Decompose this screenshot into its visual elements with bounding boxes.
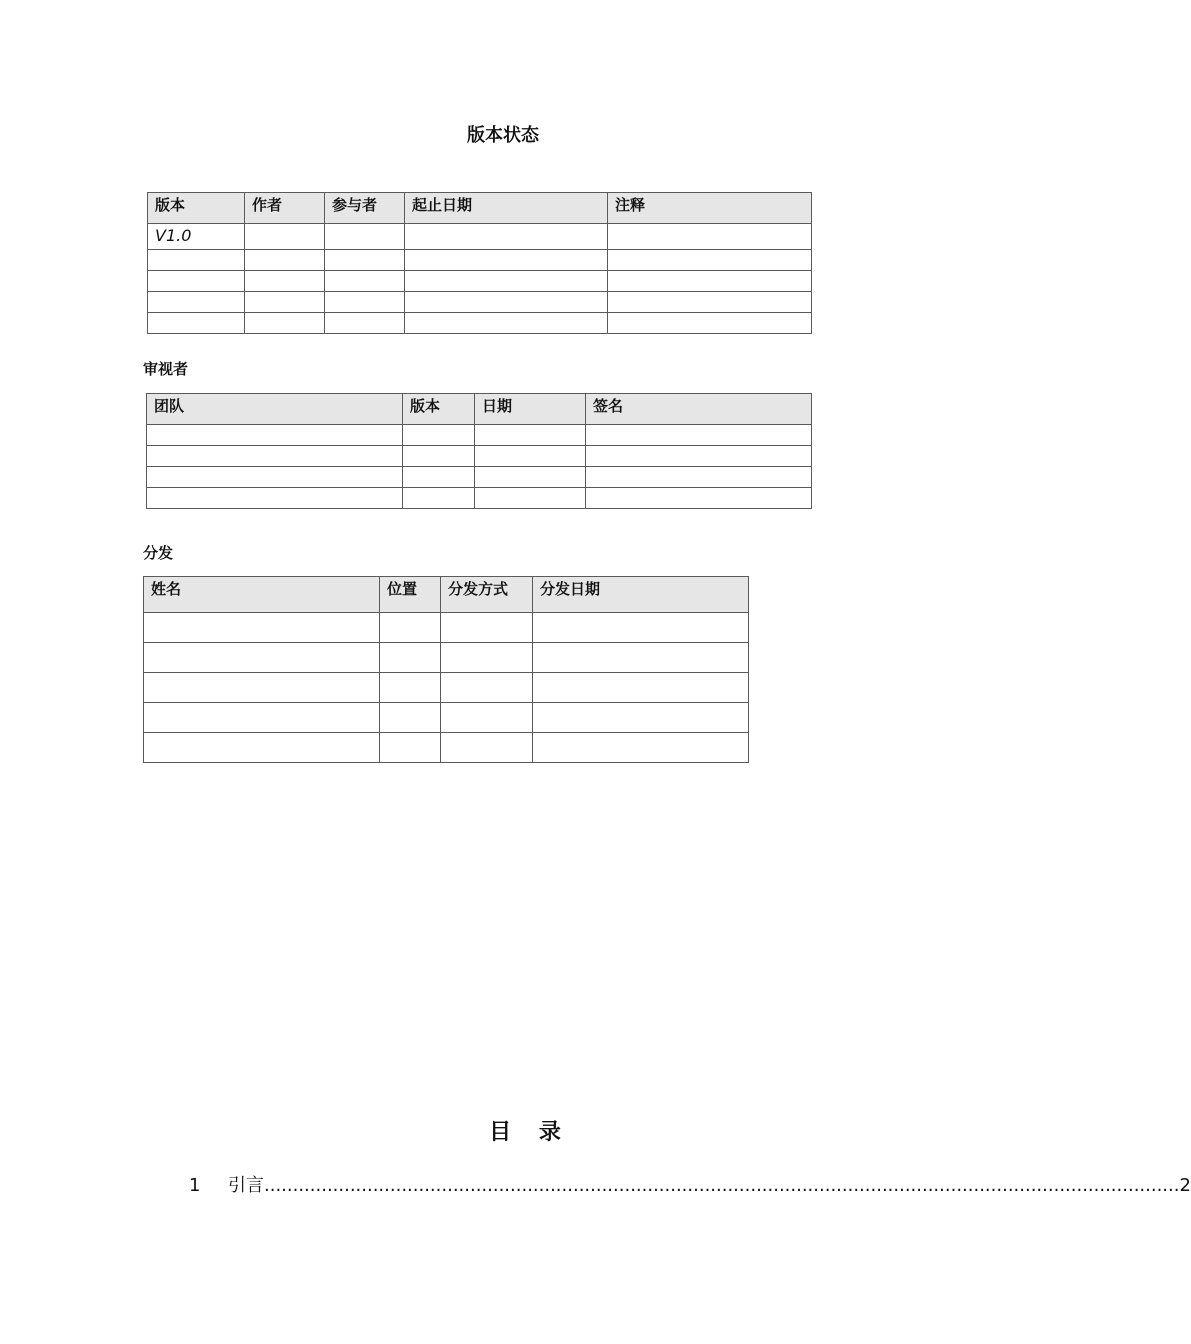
table-cell [245, 224, 325, 250]
table-cell [403, 446, 475, 467]
table-cell [405, 313, 608, 334]
table-cell [380, 733, 441, 763]
table-cell [245, 313, 325, 334]
table-cell [475, 425, 586, 446]
column-header-distribution-method: 分发方式 [441, 577, 533, 613]
table-cell [325, 271, 405, 292]
column-header-distribution-date: 分发日期 [533, 577, 749, 613]
table-header-row [147, 394, 812, 425]
table-cell [475, 488, 586, 509]
table-cell [608, 292, 812, 313]
table-cell [147, 425, 403, 446]
table-cell [441, 703, 533, 733]
toc-title: 目 录 [489, 1120, 571, 1145]
table-cell [405, 224, 608, 250]
table-cell [586, 467, 812, 488]
distribution-section-label: 分发 [143, 544, 174, 562]
distribution-table [143, 576, 749, 763]
table-cell [608, 250, 812, 271]
table-cell [325, 313, 405, 334]
table-cell [533, 673, 749, 703]
table-cell [380, 703, 441, 733]
table-row [148, 313, 812, 334]
reviewers-table [146, 393, 812, 509]
table-cell [148, 271, 245, 292]
table-cell [147, 467, 403, 488]
table-cell [441, 733, 533, 763]
table-cell [405, 271, 608, 292]
toc-entry-text: 引言 [228, 1175, 264, 1196]
table-row [148, 224, 812, 250]
table-row [147, 446, 812, 467]
toc-entry-number: 1 [189, 1175, 201, 1196]
table-cell [144, 613, 380, 643]
table-row [148, 271, 812, 292]
table-cell [475, 446, 586, 467]
column-header-version: 版本 [148, 193, 245, 224]
column-header-date-range: 起止日期 [405, 193, 608, 224]
column-header-name: 姓名 [144, 577, 380, 613]
column-header-author: 作者 [245, 193, 325, 224]
toc-entry-page-number: 2 [1179, 1175, 1191, 1196]
table-cell [147, 446, 403, 467]
table-row [148, 292, 812, 313]
table-row [144, 703, 749, 733]
table-cell [147, 488, 403, 509]
table-cell [403, 425, 475, 446]
table-cell [245, 292, 325, 313]
column-header-signature: 签名 [586, 394, 812, 425]
table-cell [380, 673, 441, 703]
table-cell [325, 224, 405, 250]
table-cell [608, 224, 812, 250]
table-row [147, 425, 812, 446]
reviewers-section-label: 审视者 [143, 360, 189, 378]
column-header-participants: 参与者 [325, 193, 405, 224]
table-cell [533, 703, 749, 733]
table-header-row [148, 193, 812, 224]
table-cell [148, 250, 245, 271]
table-cell [148, 313, 245, 334]
table-cell [245, 271, 325, 292]
table-cell [441, 643, 533, 673]
table-cell [380, 643, 441, 673]
table-cell [533, 613, 749, 643]
table-cell [608, 313, 812, 334]
version-history-table [147, 192, 812, 334]
table-cell [325, 292, 405, 313]
column-header-team: 团队 [147, 394, 403, 425]
table-cell [608, 271, 812, 292]
table-cell [144, 643, 380, 673]
table-cell [403, 467, 475, 488]
table-cell [245, 250, 325, 271]
table-row [144, 733, 749, 763]
table-cell [144, 733, 380, 763]
column-header-location: 位置 [380, 577, 441, 613]
page-title: 版本状态 [467, 125, 539, 146]
table-cell [586, 425, 812, 446]
table-cell [148, 292, 245, 313]
table-cell [586, 446, 812, 467]
table-cell [405, 292, 608, 313]
table-cell [144, 703, 380, 733]
table-cell [475, 467, 586, 488]
table-row [148, 250, 812, 271]
table-row [144, 643, 749, 673]
column-header-version: 版本 [403, 394, 475, 425]
table-cell [144, 673, 380, 703]
toc-entry-introduction[interactable] [189, 1173, 1191, 1199]
table-row [147, 467, 812, 488]
table-cell [380, 613, 441, 643]
table-cell [405, 250, 608, 271]
table-row [147, 488, 812, 509]
table-cell [533, 733, 749, 763]
table-cell [325, 250, 405, 271]
table-cell [441, 673, 533, 703]
table-header-row [144, 577, 749, 613]
column-header-date: 日期 [475, 394, 586, 425]
column-header-notes: 注释 [608, 193, 812, 224]
table-cell: V1.0 [148, 224, 245, 250]
toc-dot-leader: ................................................................................................................................................................ [264, 1175, 1180, 1196]
table-cell [441, 613, 533, 643]
table-row [144, 673, 749, 703]
table-row [144, 613, 749, 643]
table-cell [403, 488, 475, 509]
table-cell [586, 488, 812, 509]
table-cell [533, 643, 749, 673]
